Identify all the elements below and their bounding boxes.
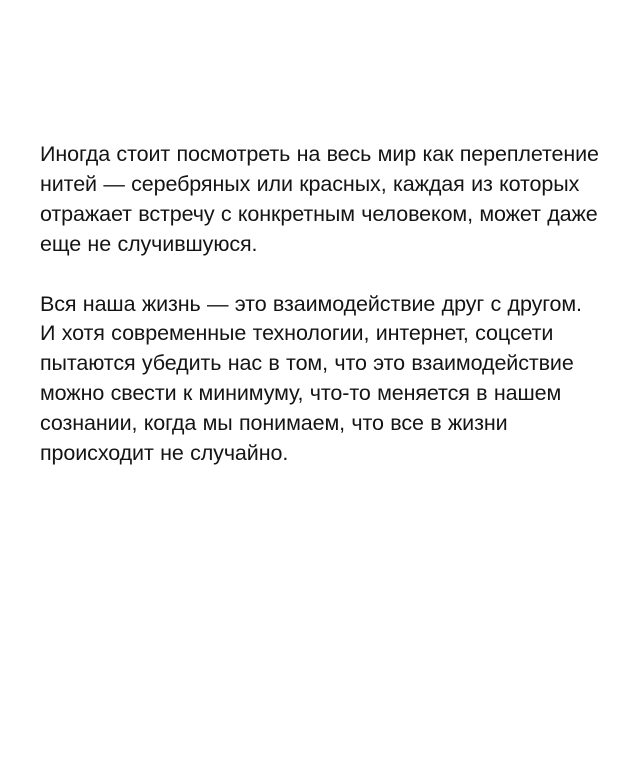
document-text-block — [40, 140, 600, 469]
paragraph-1: Иногда стоит посмотреть на весь мир как переплетение нитей — серебряных или красных, каждая из которых отражает встречу с конкретным человеком, может даже еще не случившуюся. — [40, 142, 599, 256]
paragraph-2: Вся наша жизнь — это взаимодействие друг с другом. И хотя современные технологии, интернет, соцсети пытаются убедить нас в том, что это взаимодействие можно свести к минимуму, что-то меняется в нашем сознании, когда мы понимаем, что все в жизни происходит не случайно. — [40, 291, 582, 465]
